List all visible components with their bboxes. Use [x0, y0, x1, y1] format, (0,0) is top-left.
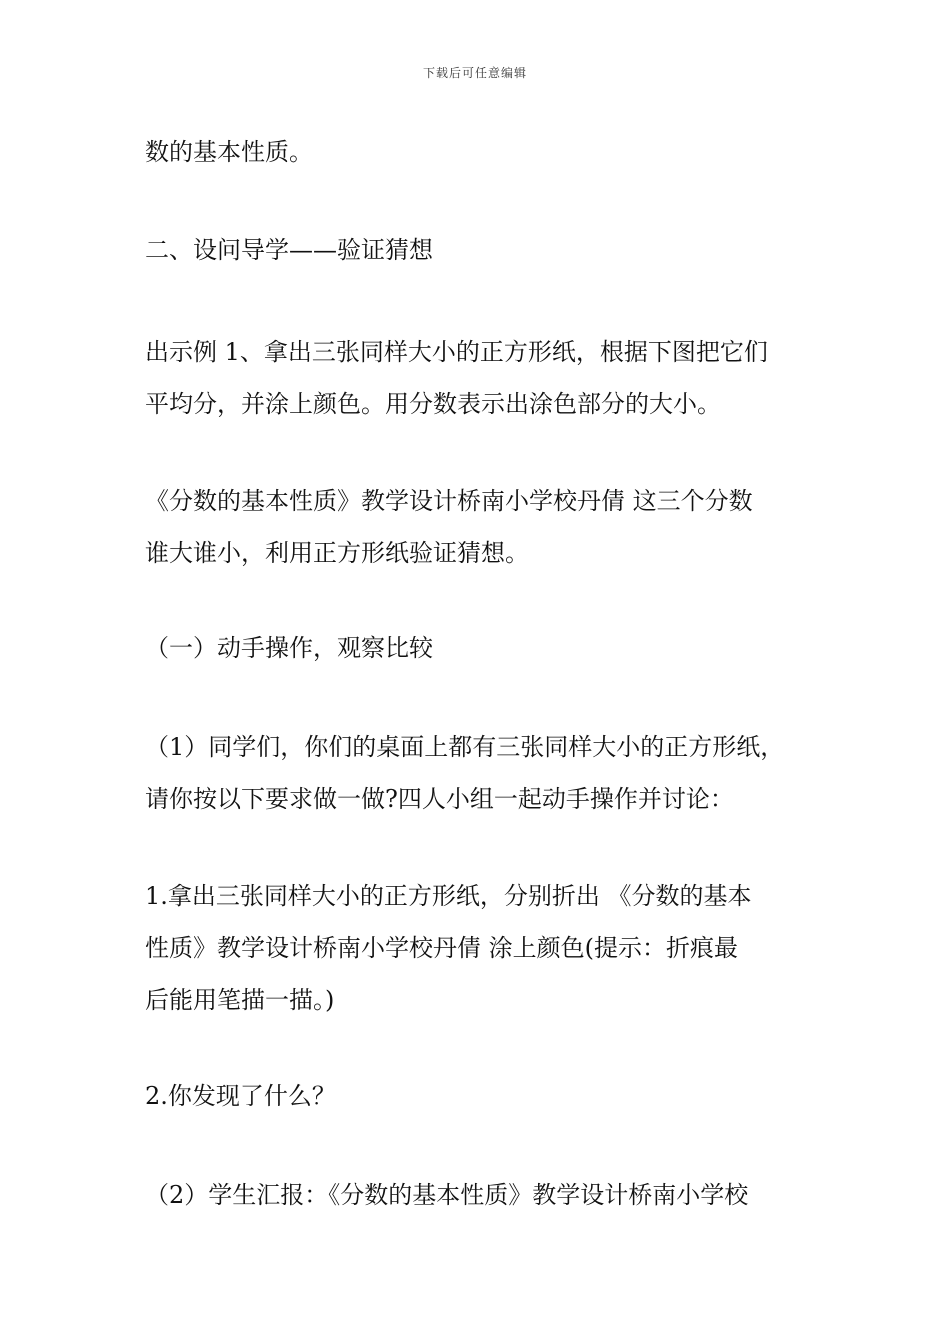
paragraph-report	[145, 1171, 835, 1219]
paragraph-step-1	[145, 872, 835, 1024]
paragraph-1	[145, 128, 835, 176]
text-line: （2）学生汇报：《分数的基本性质》教学设计桥南小学校	[145, 1181, 749, 1209]
text-line: 后能用笔描一描。)	[145, 986, 335, 1014]
text-line: 出示例 1、拿出三张同样大小的正方形纸，根据下图把它们	[145, 338, 768, 366]
text-line: （一）动手操作，观察比较	[145, 634, 433, 662]
text-line: 数的基本性质。	[145, 138, 313, 166]
paragraph-example-1	[145, 328, 835, 428]
text-line: （1）同学们，你们的桌面上都有三张同样大小的正方形纸，	[145, 733, 785, 761]
text-line: 请你按以下要求做一做?四人小组一起动手操作并讨论：	[145, 785, 734, 813]
text-line: 性质》教学设计桥南小学校丹倩 涂上颜色(提示：折痕最	[145, 934, 738, 962]
text-line: 二、设问导学——验证猜想	[145, 236, 433, 264]
text-line: 谁大谁小，利用正方形纸验证猜想。	[145, 539, 529, 567]
paragraph-compare	[145, 477, 835, 577]
text-line: 《分数的基本性质》教学设计桥南小学校丹倩 这三个分数	[145, 487, 753, 515]
text-line: 1.拿出三张同样大小的正方形纸，分别折出 《分数的基本	[145, 882, 752, 910]
paragraph-step-2	[145, 1072, 835, 1120]
subheading-hands-on	[145, 624, 835, 672]
text-line: 平均分，并涂上颜色。用分数表示出涂色部分的大小。	[145, 390, 721, 418]
text-line: 2.你发现了什么？	[145, 1082, 336, 1110]
page-header-note: 下载后可任意编辑	[422, 66, 527, 80]
paragraph-instruction-1	[145, 723, 835, 823]
section-heading-2	[145, 226, 835, 274]
